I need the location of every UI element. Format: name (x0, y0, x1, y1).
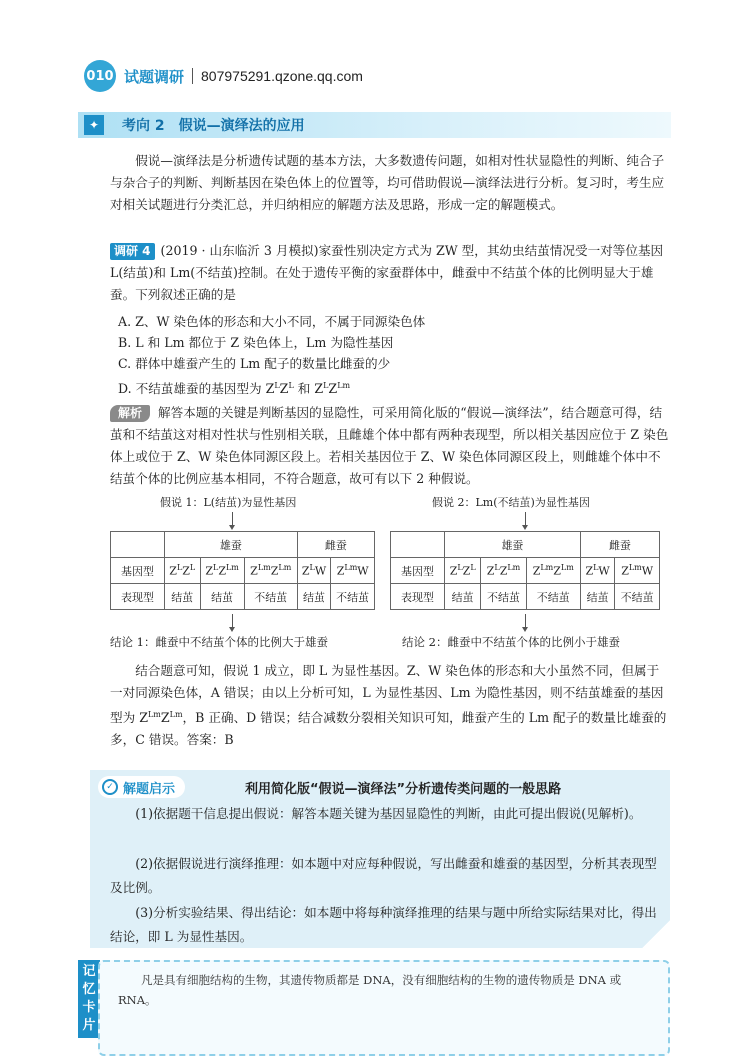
chromosome-letter: Z (585, 564, 594, 578)
option-d (118, 376, 350, 399)
after-z: Z (160, 710, 170, 726)
header-male: 雄蚕 (165, 532, 298, 558)
allele-superscript: Lm (344, 563, 358, 573)
chromosome-letter: Z (449, 564, 458, 578)
header-female: 雌蚕 (580, 532, 659, 558)
lightbulb-icon: ✓ (102, 779, 118, 795)
hint-item-2: (2)依据假说进行演绎推理：如本题中对应每种假说，写出雌蚕和雄蚕的基因型，分析其表现型及比例。 (110, 856, 657, 895)
question-paragraph (110, 240, 670, 306)
page-fold-corner (642, 920, 670, 948)
hypothesis-1-table (110, 531, 375, 610)
allele-superscript: Lm (257, 563, 271, 573)
hypothesis-1-label: 假说 1：L(结茧)为显性基因 (160, 496, 297, 509)
option-a: A. Z、W 染色体的形态和大小不同，不属于同源染色体 (118, 314, 426, 329)
section-number: 考向 2 (122, 118, 165, 134)
chromosome-letter: Z (553, 564, 561, 578)
phenotype-cell: 不结茧 (615, 584, 660, 610)
chromosome-letter: Z (499, 564, 508, 578)
row-label-phenotype: 表现型 (391, 584, 445, 610)
sup: L (288, 381, 294, 390)
phenotype-cell: 结茧 (165, 584, 201, 610)
allele-superscript: L (494, 563, 500, 573)
genotype-cell (615, 558, 660, 584)
analysis-paragraph (110, 402, 670, 490)
chromosome-letter: Z (301, 564, 310, 578)
after-rest: ，B 正确、D 错误；结合减数分裂相关知识可知，雌蚕产生的 Lm 配子的数量比雄蚕的多，C 错误。答案：B (110, 710, 667, 748)
phenotype-cell: 不结茧 (331, 584, 375, 610)
intro-paragraph: 假说—演绎法是分析遗传试题的基本方法，大多数遗传问题，如相对性状显隐性的判断、纯合子与杂合子的判断、判断基因在染色体上的位置等，均可借助假说—演绎法进行分析。复习时，考生应对相关试题进行分类汇总，并归纳相应的解题方法及思路，形成一定的解题模式。 (110, 153, 665, 212)
chromosome-letter: W (314, 564, 327, 578)
phenotype-cell: 结茧 (200, 584, 244, 610)
chromosome-letter: Z (182, 564, 190, 578)
option-d-and: 和 Z (293, 381, 324, 397)
page-header (84, 60, 363, 92)
analysis-tag: 解析 (110, 405, 150, 422)
table-corner (391, 532, 445, 558)
arrow-down-icon (232, 512, 233, 526)
memory-card-label: 记忆卡片 (78, 960, 100, 1038)
arrow-down-icon (525, 614, 526, 628)
chromosome-letter: Z (250, 564, 258, 578)
memory-card-text: 凡是具有细胞结构的生物，其遗传物质都是 DNA，没有细胞结构的生物的遗传物质是 DNA 或 RNA。 (118, 973, 622, 1007)
header-divider (192, 68, 193, 84)
phenotype-cell: 结茧 (297, 584, 331, 610)
row-label-genotype: 基因型 (391, 558, 445, 584)
allele-superscript: L (470, 563, 476, 573)
allele-superscript: L (176, 563, 183, 573)
after-paragraph (110, 660, 670, 751)
hint-item-3: (3)分析实验结果、得出结论：如本题中将每种演绎推理的结果与题中所给实际结果对比，得出结论，即 L 为显性基因。 (110, 905, 657, 944)
conclusion-1: 结论 1：雌蚕中不结茧个体的比例大于雄蚕 (110, 635, 328, 649)
allele-superscript: Lm (507, 563, 521, 573)
option-d-z2: Z (328, 381, 338, 397)
option-b: B. L 和 Lm 都位于 Z 染色体上，Lm 为隐性基因 (118, 335, 394, 350)
after-text: 结合题意可知，假说 1 成立，即 L 为显性基因。Z、W 染色体的形态和大小虽然不同，但属于一对同源染色体，A 错误；由以上分析可知，L 为显性基因、Lm 为隐性基因，则不结茧雄蚕的基因型为 Z (110, 663, 664, 726)
chromosome-letter: Z (218, 564, 226, 578)
hint-tag (98, 776, 185, 798)
sup: L (323, 381, 329, 390)
genotype-cell (526, 558, 580, 584)
genotype-cell (481, 558, 526, 584)
allele-superscript: Lm (278, 563, 292, 573)
chromosome-letter: W (598, 564, 610, 578)
hypothesis-2-table (390, 531, 660, 610)
genotype-cell (200, 558, 244, 584)
question-tag: 调研 4 (110, 243, 155, 260)
allele-superscript: L (189, 563, 196, 573)
option-d-text: D. 不结茧雄蚕的基因型为 Z (118, 381, 275, 397)
hypothesis-2-label: 假说 2：Lm(不结茧)为显性基因 (432, 496, 590, 509)
phenotype-cell: 结茧 (445, 584, 481, 610)
analysis-text: 解答本题的关键是判断基因的显隐性，可采用简化版的“假说—演绎法”，结合题意可得，结茧和不结茧这对相对性状与性别相关联，且雌雄个体中都有两种表现型，所以相关基因应位于 Z 染色体上或位于 Z、W 染色体同源区段上。若相关基因位于 Z、W 染色体同源区段上，则雌雄个体中不结茧个体的比例应基本相同，不符合题意，故可有以下 2 种假说。 (110, 405, 669, 486)
header-female: 雌蚕 (297, 532, 374, 558)
chromosome-letter: Z (532, 564, 541, 578)
row-label-phenotype: 表现型 (111, 584, 165, 610)
chromosome-letter: Z (169, 564, 177, 578)
chromosome-letter: Z (462, 564, 471, 578)
genotype-cell (331, 558, 375, 584)
genotype-cell (244, 558, 297, 584)
genotype-cell (445, 558, 481, 584)
hint-item-1: (1)依据题干信息提出假说：解答本题关键为基因显隐性的判断，由此可提出假说(见解析)。 (135, 806, 642, 821)
allele-superscript: L (213, 563, 219, 573)
section-title: 假说—演绎法的应用 (178, 118, 305, 134)
header-url: 807975291.qzone.qq.com (201, 68, 363, 84)
allele-superscript: Lm (628, 563, 642, 573)
hint-title: 利用简化版“假说—演绎法”分析遗传类问题的一般思路 (245, 782, 562, 797)
arrow-down-icon (232, 614, 233, 628)
page-number: 010 (84, 60, 116, 92)
kite-icon: ✦ (84, 115, 104, 135)
phenotype-cell: 不结茧 (244, 584, 297, 610)
option-d-z: Z (279, 381, 289, 397)
phenotype-cell: 不结茧 (481, 584, 526, 610)
hint-tag-label: 解题启示 (123, 781, 176, 797)
question-text: (2019 · 山东临沂 3 月模拟)家蚕性别决定方式为 ZW 型，其幼虫结茧情况受一对等位基因 L(结茧)和 Lm(不结茧)控制。在处于遗传平衡的家蚕群体中，雌蚕中不结茧个体的比例明显大于雄蚕。下列叙述正确的是 (110, 243, 664, 302)
allele-superscript: Lm (560, 563, 574, 573)
phenotype-cell: 不结茧 (526, 584, 580, 610)
allele-superscript: L (309, 563, 315, 573)
chromosome-letter: Z (270, 564, 279, 578)
phenotype-cell: 结茧 (580, 584, 614, 610)
arrow-down-icon (525, 512, 526, 526)
table-corner (111, 532, 165, 558)
chromosome-letter: W (641, 564, 654, 578)
hint-box (90, 770, 670, 948)
conclusion-2: 结论 2：雌蚕中不结茧个体的比例小于雄蚕 (402, 635, 620, 649)
sup: Lm (169, 710, 183, 719)
chromosome-letter: W (357, 564, 369, 578)
allele-superscript: Lm (225, 563, 239, 573)
sup: L (274, 381, 280, 390)
genotype-cell (165, 558, 201, 584)
chromosome-letter: Z (486, 564, 495, 578)
chromosome-letter: Z (205, 564, 214, 578)
row-label-genotype: 基因型 (111, 558, 165, 584)
section-bar (78, 112, 671, 138)
sup: Lm (337, 381, 351, 390)
header-title: 试题调研 (124, 67, 185, 86)
genotype-cell (580, 558, 614, 584)
allele-superscript: L (593, 563, 599, 573)
genotype-cell (297, 558, 331, 584)
chromosome-letter: Z (336, 564, 345, 578)
allele-superscript: Lm (540, 563, 554, 573)
option-c: C. 群体中雄蚕产生的 Lm 配子的数量比雌蚕的少 (118, 356, 391, 371)
allele-superscript: L (457, 563, 463, 573)
sup: Lm (147, 710, 161, 719)
header-male: 雄蚕 (445, 532, 581, 558)
chromosome-letter: Z (621, 564, 629, 578)
